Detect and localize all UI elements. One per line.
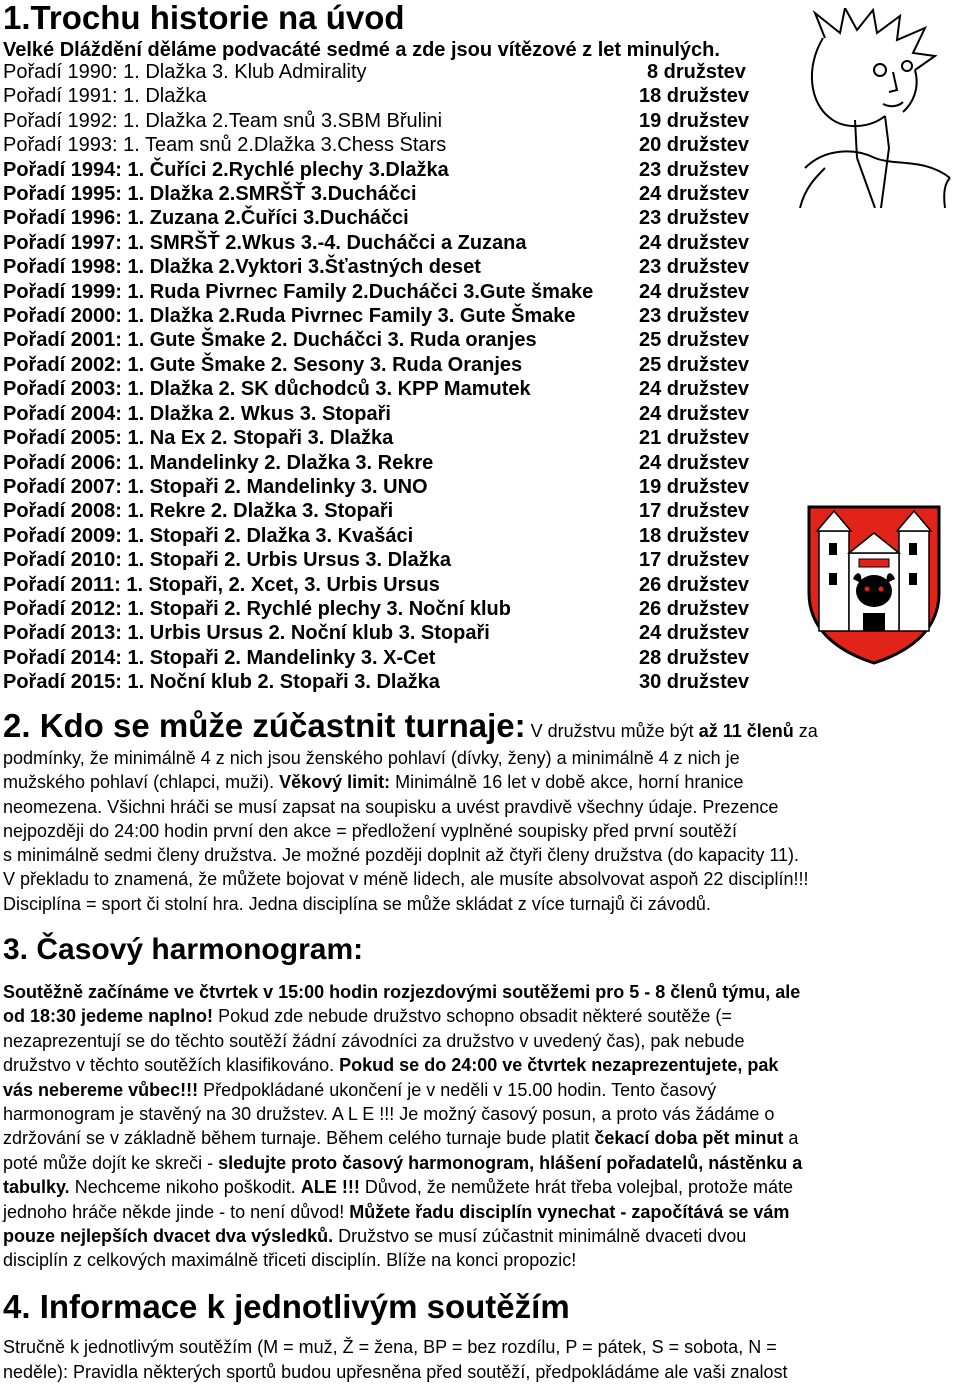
result-team-count: 21 družstev	[639, 427, 750, 450]
text: za	[793, 721, 818, 741]
result-year-label: Pořadí 1993:	[3, 134, 124, 157]
result-team-count: 17 družstev	[639, 549, 750, 572]
text-bold: Soutěžně začínáme ve čtvrtek v 15:00 hodin rozjezdovými soutěžemi pro 5 - 8 členů týmu, ale	[3, 982, 801, 1002]
result-team-count: 24 družstev	[639, 451, 750, 474]
result-row	[3, 158, 793, 182]
result-winners: 1. Noční klub 2. Stopaři 3. Dlažka	[127, 671, 440, 694]
result-row	[3, 280, 793, 304]
result-winners: 1. Stopaři, 2. Xcet, 3. Urbis Ursus	[126, 573, 440, 596]
paragraph-line: nezaprezentují se do těchto soutěží žádní závodníci za družstvo v uvedený čas), pak nebude	[3, 1030, 745, 1051]
text: Družstvo se musí zúčastnit minimálně dvaceti dvou	[333, 1226, 747, 1247]
text-bold: pouze nejlepších dvacet dva výsledků.	[3, 1226, 334, 1247]
text: Důvod, že nemůžete hrát třeba volejbal, protože máte	[359, 1177, 794, 1198]
result-winners: 1. SMRŠŤ 2.Wkus 3.-4. Ducháčci a Zuzana	[127, 231, 527, 254]
result-year-label: Pořadí 2001:	[3, 329, 128, 352]
result-winners: 1. Urbis Ursus 2. Noční klub 3. Stopaři	[127, 622, 490, 645]
result-year-label: Pořadí 1997:	[3, 231, 128, 254]
result-row	[3, 231, 793, 255]
section-4	[3, 1335, 957, 1384]
result-winners: 1. Ruda Pivrnec Family 2.Ducháčci 3.Gute šmake	[127, 280, 594, 303]
text: Pokud zde nebude družstvo schopno obsadit některé soutěže (=	[213, 1006, 732, 1027]
result-row	[3, 475, 793, 499]
result-winners: 1. Gute Šmake 2. Sesony 3. Ruda Oranjes	[127, 353, 523, 376]
section-2-heading: 2. Kdo se může zúčastnit turnaje:	[3, 707, 526, 744]
result-row	[3, 402, 793, 426]
cartoon-figure-image	[785, 8, 957, 208]
text-bold: čekací doba pět minut	[594, 1128, 784, 1149]
result-year-label: Pořadí 2003:	[3, 378, 128, 401]
result-year-label: Pořadí 1991:	[3, 85, 124, 108]
result-row	[3, 133, 793, 157]
result-year-label: Pořadí 2006:	[3, 451, 128, 474]
result-row	[3, 451, 793, 475]
result-team-count: 18 družstev	[639, 524, 750, 547]
result-row	[3, 255, 793, 279]
result-row	[3, 109, 793, 133]
age-limit-label: Věkový limit:	[279, 772, 391, 793]
result-year-label: Pořadí 2009:	[3, 524, 128, 547]
result-winners: 1. Stopaři 2. Dlažka 3. Kvašáci	[127, 524, 414, 547]
result-row	[3, 621, 793, 645]
result-winners: 1. Mandelinky 2. Dlažka 3. Rekre	[127, 451, 434, 474]
paragraph-line: nejpozději do 24:00 hodin první den akce = předložení vyplněné soupisky před první soutěží	[3, 820, 737, 841]
results-list	[3, 60, 793, 695]
result-team-count: 24 družstev	[639, 231, 750, 254]
result-year-label: Pořadí 2010:	[3, 549, 128, 572]
result-row	[3, 597, 793, 621]
result-year-label: Pořadí 1995:	[3, 183, 128, 206]
result-team-count: 20 družstev	[639, 134, 750, 157]
result-team-count: 23 družstev	[639, 256, 750, 279]
paragraph-line: neomezena. Všichni hráči se musí zapsat na soupisku a uvést pravdivě všechny údaje. Prezence	[3, 796, 779, 817]
result-year-label: Pořadí 1994:	[3, 158, 128, 181]
result-team-count: 25 družstev	[639, 353, 750, 376]
result-winners: 1. Dlažka 2. SK důchodců 3. KPP Mamutek	[127, 378, 531, 401]
result-winners: 1. Zuzana 2.Čuříci 3.Ducháčci	[127, 207, 409, 230]
text-bold: až 11 členů	[698, 721, 794, 741]
result-year-label: Pořadí 2015:	[3, 671, 128, 694]
section-2	[3, 706, 953, 916]
result-team-count: 17 družstev	[639, 500, 750, 523]
result-row	[3, 206, 793, 230]
text: Předpokládané ukončení je v neděli v 15.00 hodin. Tento časový	[198, 1079, 717, 1100]
result-year-label: Pořadí 1996:	[3, 207, 128, 230]
result-team-count: 24 družstev	[639, 280, 750, 303]
result-winners: 1. Rekre 2. Dlažka 3. Stopaři	[127, 500, 394, 523]
result-year-label: Pořadí 2012:	[3, 597, 128, 620]
text-bold: Můžete řadu disciplín vynechat - započítává se vám	[349, 1201, 790, 1222]
text-bold: vás nebereme vůbec!!!	[3, 1079, 199, 1100]
result-year-label: Pořadí 1992:	[3, 109, 124, 132]
result-row	[3, 328, 793, 352]
result-year-label: Pořadí 2000:	[3, 305, 128, 328]
result-year-label: Pořadí 2005:	[3, 427, 128, 450]
result-row	[3, 499, 793, 523]
result-team-count: 23 družstev	[639, 305, 750, 328]
result-year-label: Pořadí 1999:	[3, 280, 128, 303]
text: družstvo v těchto soutěžích klasifikováno.	[3, 1055, 340, 1076]
result-team-count: 8 družstev	[647, 61, 746, 83]
text: V družstvu může být	[525, 721, 699, 741]
text-bold: tabulky.	[3, 1177, 70, 1198]
result-year-label: Pořadí 2008:	[3, 500, 128, 523]
paragraph-line: Disciplína = sport či stolní hra. Jedna disciplína se může skládat z více turnajů či závodů.	[3, 893, 711, 914]
result-year-label: Pořadí 2004:	[3, 402, 128, 425]
result-team-count: 19 družstev	[639, 109, 750, 132]
text-bold: Pokud se do 24:00 ve čtvrtek nezaprezentujete, pak	[339, 1055, 779, 1076]
result-year-label: Pořadí 2013:	[3, 622, 128, 645]
result-year-label: Pořadí 2002:	[3, 353, 128, 376]
result-winners: 1. Stopaři 2. Rychlé plechy 3. Noční klub	[127, 597, 511, 620]
result-row	[3, 353, 793, 377]
section-3	[3, 980, 957, 1273]
result-team-count: 24 družstev	[639, 622, 750, 645]
result-winners: 1. Dlažka 2.SMRŠŤ 3.Ducháčci	[127, 183, 417, 206]
result-winners: 1. Team snů 2.Dlažka 3.Chess Stars	[123, 134, 447, 157]
text: a	[783, 1128, 799, 1149]
result-row	[3, 182, 793, 206]
text-bold: ALE !!!	[300, 1177, 360, 1198]
section-1-intro: Velké Dláždění děláme podvacáté sedmé a zde jsou vítězové z let minulých.	[3, 39, 720, 61]
result-team-count: 25 družstev	[639, 329, 750, 352]
section-3-heading: 3. Časový harmonogram:	[3, 933, 364, 966]
paragraph-line: podmínky, že minimálně 4 z nich jsou ženského pohlaví (dívky, ženy) a minimálně 4 z nich je	[3, 748, 740, 768]
result-year-label: Pořadí 1998:	[3, 256, 128, 279]
result-winners: 1. Stopaři 2. Urbis Ursus 3. Dlažka	[127, 549, 451, 572]
result-row	[3, 548, 793, 572]
result-team-count: 24 družstev	[639, 378, 750, 401]
result-team-count: 23 družstev	[639, 158, 750, 181]
result-row	[3, 377, 793, 401]
result-row	[3, 304, 793, 328]
result-team-count: 18 družstev	[639, 85, 750, 108]
result-year-label: Pořadí 2011:	[3, 573, 127, 596]
result-team-count: 28 družstev	[639, 646, 750, 669]
result-team-count: 24 družstev	[639, 402, 750, 425]
result-winners: 1. Dlažka 2. Wkus 3. Stopaři	[127, 402, 391, 425]
result-team-count: 26 družstev	[639, 573, 750, 596]
section-4-heading: 4. Informace k jednotlivým soutěžím	[3, 1288, 570, 1325]
result-winners: 1. Dlažka	[123, 85, 207, 108]
paragraph-line: harmonogram je stavěný na 30 družstev. A L E !!! Je možný časový posun, a proto vás žádáme o	[3, 1104, 775, 1125]
paragraph-line: s minimálně sedmi členy družstva. Je možné později doplnit až čtyři členy družstva (do kapacity 11).	[3, 845, 800, 866]
paragraph-line: disciplín z celkových maximálně třiceti disciplín. Blíže na konci propozic!	[3, 1250, 577, 1271]
paragraph-line: neděle): Pravidla některých sportů budou upřesněna před soutěží, předpokládáme ale vaši znalost	[3, 1361, 788, 1382]
result-winners: 1. Na Ex 2. Stopaři 3. Dlažka	[127, 427, 394, 450]
result-row	[3, 573, 793, 597]
result-year-label: Pořadí 1990:	[3, 61, 124, 83]
section-1-heading: 1.Trochu historie na úvod	[3, 0, 405, 36]
result-year-label: Pořadí 2014:	[3, 646, 128, 669]
text: zdržování se v základně během turnaje. Během celého turnaje bude platit	[3, 1128, 595, 1149]
result-team-count: 24 družstev	[639, 183, 750, 206]
text-bold: od 18:30 jedeme naplno!	[3, 1006, 214, 1027]
result-team-count: 19 družstev	[639, 475, 750, 498]
paragraph-line: V překladu to znamená, že můžete bojovat v méně lidech, ale musíte absolvovat aspoň 22 disciplín!!!	[3, 869, 809, 890]
result-row	[3, 524, 793, 548]
result-year-label: Pořadí 2007:	[3, 475, 128, 498]
text: Minimálně 16 let v době akce, horní hranice	[390, 772, 744, 793]
result-team-count: 26 družstev	[639, 597, 750, 620]
result-row	[3, 84, 793, 108]
result-row	[3, 670, 793, 694]
result-winners: 1. Čuříci 2.Rychlé plechy 3.Dlažka	[127, 158, 449, 181]
text-bold: sledujte proto časový harmonogram, hlášení pořadatelů, nástěnku a	[218, 1152, 803, 1173]
result-winners: 1. Stopaři 2. Mandelinky 3. UNO	[127, 475, 428, 498]
result-row	[3, 60, 793, 84]
text: jednoho hráče někde jinde - to není důvod!	[3, 1201, 350, 1222]
result-row	[3, 426, 793, 450]
result-winners: 1. Gute Šmake 2. Ducháčci 3. Ruda oranjes	[127, 329, 537, 352]
result-team-count: 30 družstev	[639, 671, 750, 694]
text: poté může dojít ke skreči -	[3, 1152, 219, 1173]
text: mužského pohlaví (chlapci, muži).	[3, 772, 280, 793]
result-winners: 1. Stopaři 2. Mandelinky 3. X-Cet	[127, 646, 436, 669]
result-team-count: 23 družstev	[639, 207, 750, 230]
paragraph-line: Stručně k jednotlivým soutěžím (M = muž, Ž = žena, BP = bez rozdílu, P = pátek, S = sobota, N =	[3, 1337, 777, 1357]
result-winners: 1. Dlažka 3. Klub Admirality	[123, 61, 367, 83]
result-winners: 1. Dlažka 2.Ruda Pivrnec Family 3. Gute Šmake	[127, 305, 576, 328]
result-winners: 1. Dlažka 2.Vyktori 3.Šťastných deset	[127, 256, 481, 279]
result-winners: 1. Dlažka 2.Team snů 3.SBM Břulini	[123, 109, 443, 132]
coat-of-arms-image	[805, 503, 943, 665]
result-row	[3, 646, 793, 670]
text: Nechceme nikoho poškodit.	[69, 1177, 301, 1198]
